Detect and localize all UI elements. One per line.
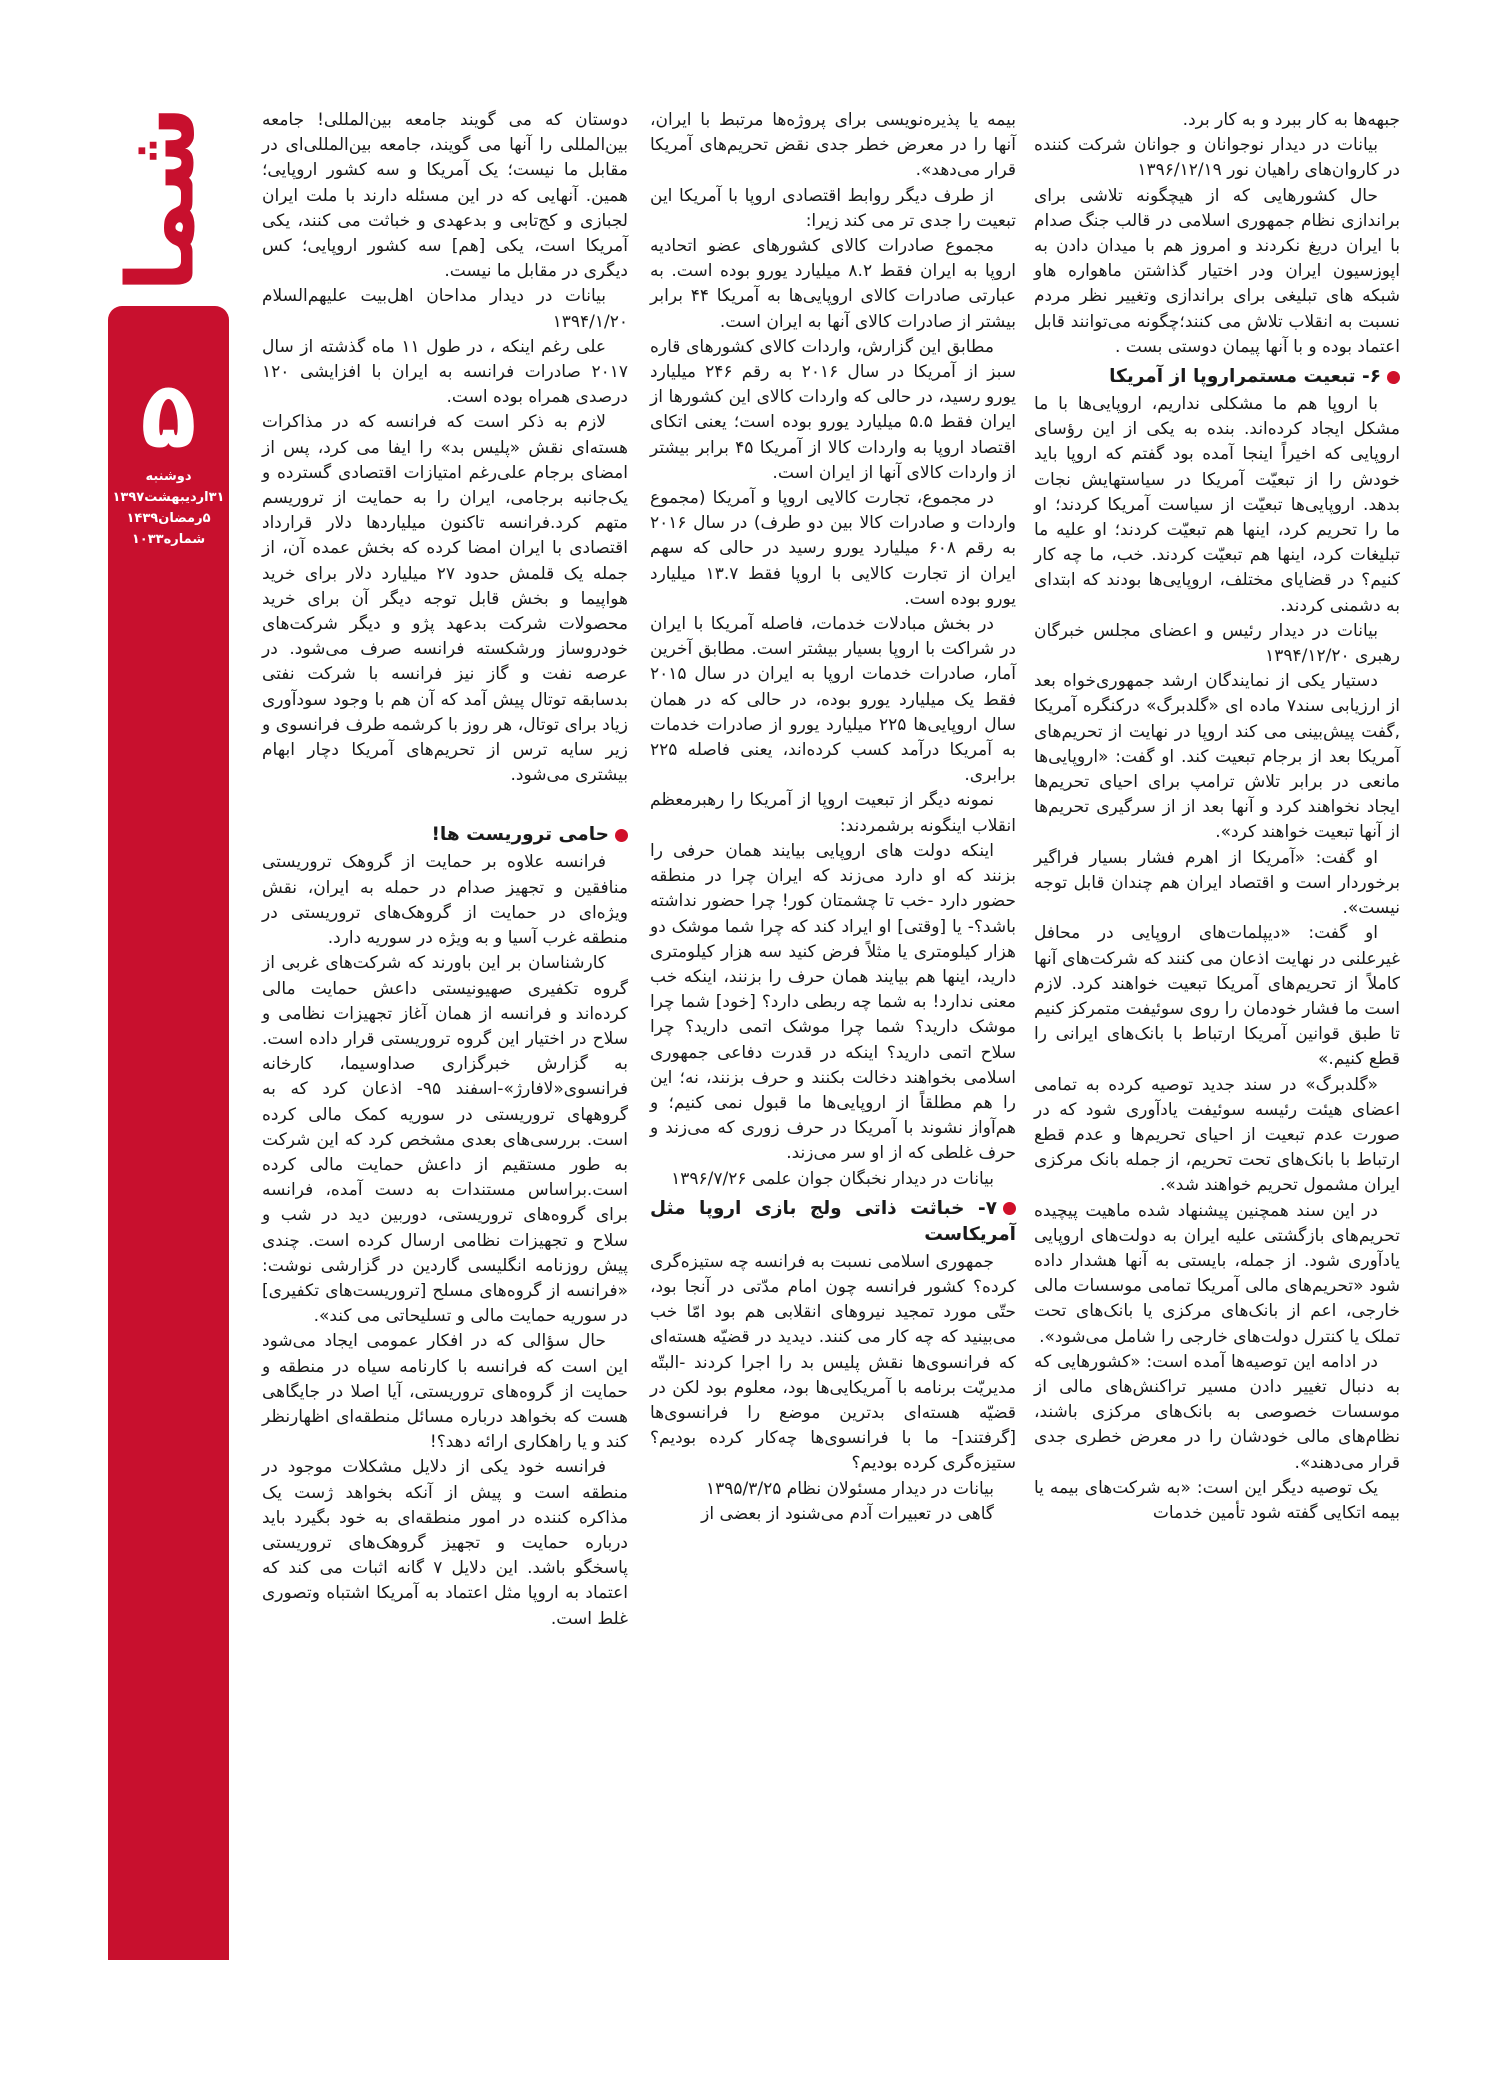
paragraph: جمهوری اسلامی نسبت به فرانسه چه ستیزه‌گری کرده؟ کشور فرانسه چون امام مدّتی در آنجا بود، حتّی مورد تمجید نیروهای انقلابی هم بود امّا خب می‌بینید که چه کار می کنند. دیدید در قضیّه هسته‌ای که فرانسوی‌ها نقش پلیس بد را اجرا کردند -البتّه مدیریّت برنامه با آمریکایی‌ها بود، معلوم بود لکن در قضیّه هسته‌ای بدترین موضع را فرانسوی‌ها [گرفتند]- ما با فرانسوی‌ها چه‌کار کرده بودیم؟ ستیزه‌گری کرده بودیم؟	[650, 1251, 1016, 1474]
issue-sidebar	[108, 306, 229, 1960]
svg-text:شما: شما	[107, 105, 215, 293]
section-heading	[650, 1196, 1016, 1248]
quote-source: بیانات در دیدار رئیس و اعضای مجلس خبرگان رهبری ۱۳۹۴/۱۲/۲۰	[1034, 620, 1400, 667]
quote-source: بیانات در دیدار مسئولان نظام ۱۳۹۵/۳/۲۵	[705, 1478, 994, 1499]
red-bullet-icon	[1003, 1202, 1016, 1215]
section-heading	[1034, 364, 1400, 390]
quote-source: بیانات در دیدار مداحان اهل‌بیت علیهم‌السلام ۱۳۹۴/۱/۲۰	[262, 286, 628, 332]
paragraph: او گفت: «آمریکا از اهرم فشار بسیار فراگیر برخوردار است و اقتصاد ایران هم چندان قابل توجه نیست».	[1034, 847, 1400, 919]
paragraph: «گلدبرگ» در سند جدید توصیه کرده به تمامی اعضای هیئت رئیسه سوئیفت یادآوری شود که در صورت عدم تبعیت از احیای تحریم‌ها و عدم قطع ارتباط با بانک‌های تحت تحریم، از جمله بانک مرکزی ایران مشمول تحریم خواهند شد».	[1034, 1074, 1400, 1196]
paragraph: لازم به ذکر است که فرانسه که در مذاکرات هسته‌ای نقش «پلیس بد» را ایفا می کرد، پس از امضای برجام علی‌رغم امتیازات اقتصادی گسترده و یک‌جانبه برجامی، ایران را به حمایت از تروریسم متهم کرد.فرانسه تاکنون میلیاردها دلار قرارداد اقتصادی با ایران امضا کرده که بخش عمده آن، از جمله یک قلمش حدود ۲۷ میلیارد دلار برای خرید هواپیما و بخش قابل توجه دیگر آن برای خرید محصولات شرکت بدعهد پژو و دیگر شرکت‌های خودروساز ورشکسته فرانسه صرف می‌شود. در عرصه نفت و گاز نیز فرانسه با شرکت نفتی بدسابقه توتال پیش آمد که آن هم با وجود سودآوری زیاد برای توتال، هر روز با کرشمه طرف فرانسوی و زیر سایه ترس از تحریم‌های آمریکا دچار ابهام بیشتری می‌شود.	[262, 412, 629, 786]
issue-number: شماره۱۰۳۳	[131, 532, 206, 547]
paragraph: فرانسه خود یکی از دلایل مشکلات موجود در منطقه است و پیش از آنکه بخواهد ژست یک مذاکره کننده در امور منطقه‌ای به خود بگیرد باید درباره حمایت و تجهیز گروهک‌های تروریستی پاسخگو باشد. این دلایل ۷ گانه اثبات می کند که اعتماد به اروپا مثل اعتماد به آمریکا اشتباه وتصوری غلط است.	[262, 1457, 628, 1629]
paragraph: بیمه یا پذیره‌نویسی برای پروژه‌ها مرتبط با ایران، آنها را در معرض خطر جدی نقض تحریم‌های آمریکا قرار می‌دهد».	[650, 110, 1016, 181]
paragraph: علی رغم اینکه ، در طول ۱۱ ماه گذشته از سال ۲۰۱۷ صادرات فرانسه به ایران با افزایشی ۱۲۰ درصدی همراه بوده است.	[262, 336, 628, 408]
red-bullet-icon	[615, 829, 628, 842]
quote-source: بیانات در دیدار نخبگان جوان علمی ۱۳۹۶/۷/۲۶	[671, 1168, 994, 1189]
paragraph: جبهه‌ها به کار ببرد و به کار برد.	[1182, 110, 1400, 130]
paragraph: حال سؤالی که در افکار عمومی ایجاد می‌شود این است که فرانسه با کارنامه سیاه در منطقه و حمایت از گروه‌های تروریستی، آیا اصلا در جایگاهی هست که بخواهد درباره مسائل منطقه‌ای اظهارنظر کند و یا راهکاری ارائه دهد؟!	[262, 1331, 628, 1453]
paragraph: در این سند همچنین پیشنهاد شده ماهیت پیچیده تحریم‌های بازگشتی علیه ایران به دولت‌های اروپایی یادآوری شود. از جمله، بایستی به آنها هشدار داده شود «تحریم‌های مالی آمریکا تمامی موسسات مالی خارجی، اعم از بانک‌های مرکزی یا بانک‌های تحت تملک یا کنترل دولت‌های خارجی را شامل می‌شود».	[1034, 1200, 1400, 1347]
paragraph: نمونه دیگر از تبعیت اروپا از آمریکا را رهبرمعظم انقلاب اینگونه برشمردند:	[650, 790, 1016, 836]
section-heading-text: ۶- تبعیت مستمراروپا از آمریکا	[1109, 366, 1381, 388]
paragraph: مطابق این گزارش، واردات کالای کشورهای قاره سبز از آمریکا در سال ۲۰۱۶ به رقم ۲۴۶ میلیارد یورو رسید، در حالی که واردات کالای این کشورها از ایران فقط ۵.۵ میلیارد یورو بوده است؛ یعنی اتکای اقتصاد اروپا به واردات کالا از آمریکا ۴۵ برابر بیشتر از واردات کالای آنها از ایران است.	[650, 336, 1016, 483]
paragraph: مجموع صادرات کالای کشورهای عضو اتحادیه اروپا به ایران فقط ۸.۲ میلیارد یورو بوده است. به عبارتی صادرات کالای اروپایی‌ها به آمریکا ۴۴ برابر بیشتر از صادرات کالای آنها به ایران است.	[650, 236, 1016, 332]
article-column-right	[1034, 108, 1400, 1526]
paragraph: او گفت: «دیپلمات‌های اروپایی در محافل غیرعلنی در نهایت اذعان می کنند که شرکت‌های آنها کاملاً از تحریم‌های آمریکا تبعیت خواهند کرد. لازم است ما فشار خودمان را روی سوئیفت متمرکز کنیم تا طبق قوانین آمریکا ارتباط با بانک‌های ایرانی را قطع کنیم.»	[1034, 923, 1400, 1070]
paragraph: دستیار یکی از نمایندگان ارشد جمهوری‌خواه بعد از ارزیابی سند۷ ماده ای «گلدبرگ» درکنگره آمریکا ,گفت پیش‌بینی می کند اروپا در نهایت از تحریم‌های آمریکا بعد از برجام تبعیت کند. او گفت: «اروپایی‌ها مانعی در برابر تلاش ترامپ برای احیای تحریم‌ها ایجاد نخواهند کرد و آنها بعد از از سرگیری تحریم‌ها از آنها تبعیت خواهند کرد».	[1034, 671, 1400, 843]
paragraph: در بخش مبادلات خدمات، فاصله آمریکا با ایران در شراکت با اروپا بسیار بیشتر است. مطابق آخرین آمار، صادرات خدمات اروپا به ایران در سال ۲۰۱۵ فقط یک میلیارد یورو بوده، در حالی که در همان سال اروپایی‌ها ۲۲۵ میلیارد یورو از صادرات خدمات به آمریکا درآمد کسب کرده‌اند، یعنی فاصله ۲۲۵ برابری.	[650, 614, 1016, 786]
paragraph: در ادامه این توصیه‌ها آمده است: «کشورهایی که به دنبال تغییر دادن مسیر تراکنش‌های مالی از موسسات خصوصی به بانک‌های مرکزی باشند، نظام‌های مالی خودشان را در معرض خطری جدی قرار می‌دهند».	[1034, 1351, 1400, 1473]
paragraph: اینکه دولت های اروپایی بیایند همان حرفی را بزنند که او دارد می‌زند که ایران چرا در منطقه حضور دارد -خب تا چشمتان کور! چرا حضور نداشته باشد؟- یا [وقتی] او ایراد کند که چرا شما موشک دو هزار کیلومتری یا مثلاً فرض کنید سه هزار کیلومتری دارید، اینها هم بیایند همان حرف را بزنند، اینکه خب معنی ندارد! به شما چه ربطی دارد؟ [خود] شما چرا موشک دارید؟ شما چرا موشک اتمی دارید؟ چرا سلاح اتمی دارید؟ اینکه در قدرت دفاعی جمهوری اسلامی بخواهند دخالت بکنند و حرف بزنند، نه؛ این را هم مطلقاً از اروپایی‌ها ما قبول نمی کنیم؛ و هم‌آواز نشوند با آمریکا در حرف زوری که می‌زند و حرف غلطی که از او سر می‌زند.	[650, 840, 1016, 1164]
article-column-middle	[650, 108, 1016, 1527]
quote-source: بیانات در دیدار نوجوانان و جوانان شرکت کننده در کاروان‌های راهیان نور ۱۳۹۶/۱۲/۱۹	[1034, 135, 1400, 181]
paragraph: یک توصیه دیگر این است: «به شرکت‌های بیمه یا بیمه اتکایی گفته شود تأمین خدمات	[1034, 1477, 1400, 1523]
section-heading-text: ۷- خباثت ذاتی ولج بازی اروپا مثل آمریکاست	[650, 1197, 1016, 1245]
paragraph: از طرف دیگر روابط اقتصادی اروپا با آمریکا این تبعیت را جدی تر می کند زیرا:	[650, 185, 1016, 231]
paragraph: فرانسه علاوه بر حمایت از گروهک تروریستی منافقین و تجهیز صدام در حمله به ایران، نقش ویژه‌ای در حمایت از گروهک‌های تروریستی در منطقه غرب آسیا و به ویژه در سوریه دارد.	[262, 852, 628, 949]
section-heading-text: حامی تروریست ها!	[431, 824, 609, 846]
page-number: ۵	[140, 362, 197, 469]
issue-date-lunar: ۵رمضان۱۴۳۹	[126, 511, 211, 526]
article-column-left	[262, 108, 628, 1632]
paragraph: کارشناسان بر این باورند که شرکت‌های غربی از گروه تکفیری صهیونیستی داعش حمایت مالی کرده‌اند و فرانسه از همان آغاز تجهیزات نظامی و سلاح در اختیار این گروه تروریستی قرار داده است. به گزارش خبرگزاری صداوسیما، کارخانه فرانسوی«لافارژ»-اسفند ۹۵- اذعان کرد که به گروههای تروریستی در سوریه کمک مالی کرده است. بررسی‌های بعدی مشخص کرد که این شرکت به طور مستقیم از داعش حمایت مالی کرده است.براساس مستندات به دست آمده، فرانسه برای گروه‌های تروریستی، دوربین دید در شب و سلاح و تجهیزات نظامی ارسال کرده است. چندی پیش روزنامه انگلیسی گاردین در گزارشی نوشت: «فرانسه از گروه‌های مسلح [تروریست‌های تکفیری] در سوریه حمایت مالی و تسلیحاتی می کند».	[262, 953, 628, 1327]
paragraph: با اروپا هم ما مشکلی نداریم، اروپایی‌ها با ما مشکل ایجاد کرده‌اند. بنده به یکی از این رؤسای اروپایی که اخیراً اینجا آمده بود گفتم که اروپا باید خودش را از تبعیّت آمریکا در سیاستهایش نجات بدهد. اروپایی‌ها تبعیّت از سیاست آمریکا کردند؛ او ما را تحریم کرد، اینها هم تبعیّت کردند؛ او علیه ما تبلیغات کرد، اینها هم تبعیّت کردند. خب، ما چه کار کنیم؟ در قضایای مختلف، اروپایی‌ها بودند که ابتدای به دشمنی کردند.	[1034, 394, 1400, 616]
issue-date-solar: ۳۱اردیبهشت۱۳۹۷	[112, 490, 225, 505]
paragraph: گاهی در تعبیرات آدم می‌شنود از بعضی از	[701, 1503, 994, 1524]
red-bullet-icon	[1387, 371, 1400, 384]
issue-day: دوشنبه	[145, 469, 192, 484]
paragraph: در مجموع، تجارت کالایی اروپا و آمریکا (مجموع واردات و صادرات کالا بین دو طرف) در سال ۲۰۱۶ به رقم ۶۰۸ میلیارد یورو رسید در حالی که سهم ایران از تجارت کالایی با اروپا فقط ۱۳.۷ میلیارد یورو بوده است.	[650, 488, 1017, 609]
paragraph: حال کشورهایی که از هیچگونه تلاشی برای براندازی نظام جمهوری اسلامی در قالب جنگ صدام با ایران دریغ نکردند و امروز هم با میدان دادن به اپوزسیون ایران ودر اختیار گذاشتن ماهواره هاو شبکه های تبلیغی برای براندازی وتغییر نظر مردم نسبت به انقلاب تلاش می کنند؛چگونه می‌توانند قابل اعتماد بوده و با آنها پیمان دوستی بست .	[1034, 185, 1400, 357]
paragraph: دوستان که می گویند جامعه بین‌المللی! جامعه بین‌المللی را آنها می گویند، جامعه بین‌المللی‌ای در مقابل ما نیست؛ یک آمریکا و سه کشور اروپایی؛ همین. آنهایی که در این مسئله دارند با ملت ایران لجبازی و کج‌تابی و بدعهدی و خباثت می کنند، یکی آمریکا است، یکی [هم] سه کشور اروپایی؛ کس دیگری در مقابل ما نیست.	[262, 110, 628, 282]
section-heading	[262, 822, 628, 848]
publication-logo	[104, 96, 230, 302]
